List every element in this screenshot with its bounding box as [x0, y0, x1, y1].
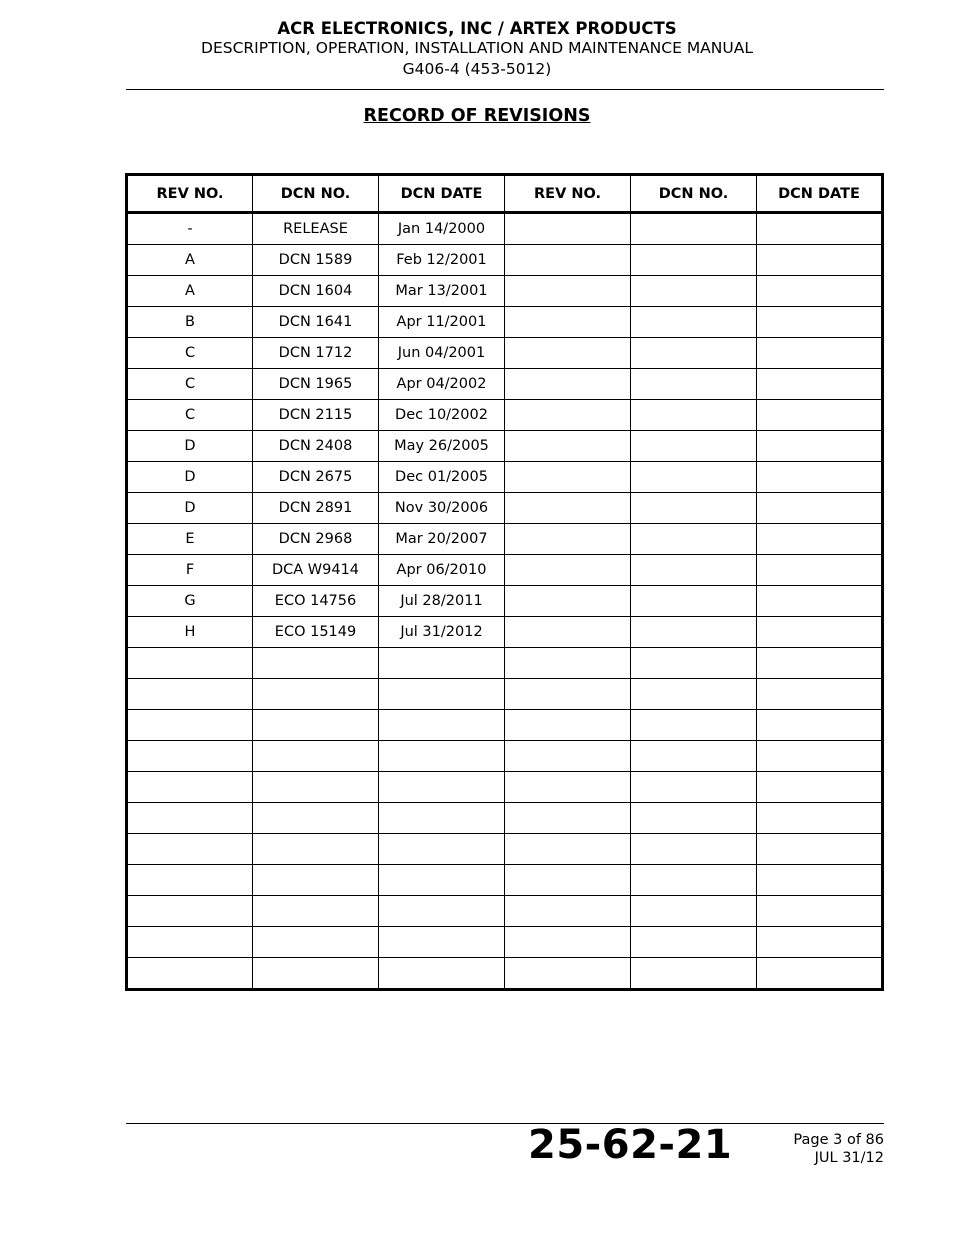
table-cell	[127, 834, 253, 865]
table-cell: Dec 10/2002	[379, 400, 505, 431]
column-header-dcn-date: DCN DATE	[379, 175, 505, 213]
table-cell	[505, 772, 631, 803]
page-info	[793, 1131, 884, 1167]
table-row	[127, 400, 883, 431]
table-cell	[379, 648, 505, 679]
table-cell	[505, 400, 631, 431]
table-cell	[253, 679, 379, 710]
table-cell	[631, 741, 757, 772]
table-row	[127, 803, 883, 834]
table-cell	[127, 679, 253, 710]
header-model-number: G406-4 (453-5012)	[402, 60, 552, 78]
table-cell	[757, 245, 883, 276]
table-cell	[379, 896, 505, 927]
table-cell: DCN 1604	[253, 276, 379, 307]
table-cell: D	[127, 462, 253, 493]
table-cell	[379, 710, 505, 741]
table-row	[127, 524, 883, 555]
table-cell: ECO 14756	[253, 586, 379, 617]
table-cell	[631, 927, 757, 958]
table-cell	[757, 493, 883, 524]
table-cell	[631, 679, 757, 710]
table-cell	[127, 865, 253, 896]
table-row	[127, 772, 883, 803]
table-cell: DCN 2115	[253, 400, 379, 431]
table-cell	[757, 772, 883, 803]
table-cell	[505, 865, 631, 896]
page-number: Page 3 of 86	[793, 1132, 884, 1148]
table-cell	[505, 803, 631, 834]
table-cell	[505, 927, 631, 958]
table-cell: E	[127, 524, 253, 555]
table-cell: D	[127, 431, 253, 462]
table-row	[127, 307, 883, 338]
table-cell	[505, 679, 631, 710]
table-cell	[757, 462, 883, 493]
table-cell: DCA W9414	[253, 555, 379, 586]
table-cell	[631, 276, 757, 307]
table-cell	[757, 834, 883, 865]
table-row	[127, 679, 883, 710]
table-cell	[757, 338, 883, 369]
table-cell	[757, 617, 883, 648]
revisions-table	[125, 173, 884, 991]
table-cell	[505, 338, 631, 369]
table-cell	[757, 369, 883, 400]
table-cell: Mar 20/2007	[379, 524, 505, 555]
table-cell	[757, 307, 883, 338]
revision-date: JUL 31/12	[814, 1150, 884, 1166]
table-cell: -	[127, 213, 253, 245]
document-number: 25-62-21	[528, 1122, 733, 1168]
header-divider	[126, 89, 884, 90]
table-cell: Dec 01/2005	[379, 462, 505, 493]
table-cell	[631, 617, 757, 648]
table-cell	[505, 245, 631, 276]
table-cell: RELEASE	[253, 213, 379, 245]
table-cell	[631, 369, 757, 400]
table-cell	[757, 958, 883, 990]
table-cell: Jan 14/2000	[379, 213, 505, 245]
table-cell	[631, 524, 757, 555]
table-row	[127, 213, 883, 245]
table-cell: May 26/2005	[379, 431, 505, 462]
table-cell	[253, 803, 379, 834]
table-row	[127, 617, 883, 648]
table-cell	[505, 493, 631, 524]
table-cell: Jul 28/2011	[379, 586, 505, 617]
table-cell	[757, 431, 883, 462]
table-cell	[631, 772, 757, 803]
table-cell	[379, 958, 505, 990]
table-cell	[757, 741, 883, 772]
table-cell	[505, 307, 631, 338]
column-header-rev-no: REV NO.	[127, 175, 253, 213]
table-cell: Apr 06/2010	[379, 555, 505, 586]
table-cell: A	[127, 245, 253, 276]
table-cell	[505, 276, 631, 307]
table-cell	[757, 648, 883, 679]
table-cell	[379, 679, 505, 710]
table-cell	[127, 958, 253, 990]
table-cell	[631, 307, 757, 338]
table-cell	[631, 462, 757, 493]
table-cell: A	[127, 276, 253, 307]
table-row	[127, 710, 883, 741]
table-cell	[379, 741, 505, 772]
table-cell	[379, 803, 505, 834]
table-row	[127, 586, 883, 617]
table-cell	[379, 927, 505, 958]
column-header-dcn-no: DCN NO.	[253, 175, 379, 213]
table-cell	[253, 772, 379, 803]
table-row	[127, 245, 883, 276]
table-cell	[505, 958, 631, 990]
table-cell	[631, 555, 757, 586]
table-cell	[505, 369, 631, 400]
table-cell	[631, 586, 757, 617]
table-cell: DCN 1712	[253, 338, 379, 369]
table-row	[127, 648, 883, 679]
footer-divider	[126, 1123, 884, 1124]
table-cell: DCN 2675	[253, 462, 379, 493]
table-cell: B	[127, 307, 253, 338]
table-cell	[757, 524, 883, 555]
table-cell	[757, 400, 883, 431]
table-cell: ECO 15149	[253, 617, 379, 648]
table-row	[127, 555, 883, 586]
table-cell: DCN 2408	[253, 431, 379, 462]
table-cell	[757, 276, 883, 307]
table-cell	[631, 493, 757, 524]
table-cell: Feb 12/2001	[379, 245, 505, 276]
table-cell	[505, 710, 631, 741]
table-cell	[631, 245, 757, 276]
table-cell	[505, 431, 631, 462]
table-row	[127, 462, 883, 493]
column-header-rev-no-2: REV NO.	[505, 175, 631, 213]
table-row	[127, 431, 883, 462]
table-cell	[127, 927, 253, 958]
table-cell: Nov 30/2006	[379, 493, 505, 524]
table-cell	[631, 710, 757, 741]
table-cell	[505, 462, 631, 493]
table-row	[127, 741, 883, 772]
table-cell	[127, 803, 253, 834]
table-cell	[379, 772, 505, 803]
table-cell	[379, 865, 505, 896]
column-header-dcn-date-2: DCN DATE	[757, 175, 883, 213]
table-cell	[631, 896, 757, 927]
table-cell	[631, 958, 757, 990]
table-cell: H	[127, 617, 253, 648]
table-cell: DCN 2891	[253, 493, 379, 524]
table-cell	[757, 803, 883, 834]
table-cell: Mar 13/2001	[379, 276, 505, 307]
table-cell	[127, 648, 253, 679]
table-cell	[757, 896, 883, 927]
table-cell	[505, 648, 631, 679]
table-row	[127, 927, 883, 958]
table-body	[127, 213, 883, 990]
table-cell	[757, 865, 883, 896]
table-cell	[253, 896, 379, 927]
column-header-dcn-no-2: DCN NO.	[631, 175, 757, 213]
table-row	[127, 338, 883, 369]
table-cell	[505, 586, 631, 617]
table-cell: C	[127, 400, 253, 431]
table-cell: DCN 2968	[253, 524, 379, 555]
table-cell	[631, 338, 757, 369]
table-cell: Apr 04/2002	[379, 369, 505, 400]
header-manual-title: DESCRIPTION, OPERATION, INSTALLATION AND MAINTENANCE MANUAL	[201, 39, 753, 57]
table-cell	[253, 865, 379, 896]
table-cell	[379, 834, 505, 865]
table-row	[127, 896, 883, 927]
table-cell: C	[127, 338, 253, 369]
table-cell	[127, 772, 253, 803]
table-cell	[631, 648, 757, 679]
table-cell	[253, 648, 379, 679]
header-company: ACR ELECTRONICS, INC / ARTEX PRODUCTS	[277, 19, 677, 38]
table-header-row	[127, 175, 883, 213]
table-cell	[757, 710, 883, 741]
table-cell	[127, 710, 253, 741]
table-cell	[505, 555, 631, 586]
table-cell	[757, 555, 883, 586]
table-cell	[757, 586, 883, 617]
table-row	[127, 493, 883, 524]
table-cell	[253, 958, 379, 990]
table-row	[127, 276, 883, 307]
table-row	[127, 958, 883, 990]
table-cell	[631, 400, 757, 431]
table-cell	[631, 834, 757, 865]
table-cell	[127, 896, 253, 927]
table-cell: Apr 11/2001	[379, 307, 505, 338]
table-row	[127, 369, 883, 400]
table-cell	[631, 213, 757, 245]
table-cell	[631, 865, 757, 896]
table-cell	[253, 741, 379, 772]
table-cell	[757, 213, 883, 245]
table-cell: DCN 1965	[253, 369, 379, 400]
table-row	[127, 865, 883, 896]
table-cell	[253, 834, 379, 865]
table-cell: DCN 1589	[253, 245, 379, 276]
table-cell	[757, 679, 883, 710]
table-cell	[505, 524, 631, 555]
table-cell	[253, 927, 379, 958]
table-cell: DCN 1641	[253, 307, 379, 338]
table-cell: D	[127, 493, 253, 524]
table-cell: F	[127, 555, 253, 586]
table-cell	[505, 741, 631, 772]
table-cell	[631, 431, 757, 462]
page-title: RECORD OF REVISIONS	[363, 106, 591, 126]
table-cell	[253, 710, 379, 741]
table-cell	[505, 834, 631, 865]
table-cell	[505, 617, 631, 648]
table-cell	[127, 741, 253, 772]
table-cell: Jul 31/2012	[379, 617, 505, 648]
table-cell	[505, 896, 631, 927]
table-cell	[505, 213, 631, 245]
table-cell: G	[127, 586, 253, 617]
table-cell: Jun 04/2001	[379, 338, 505, 369]
table-cell	[631, 803, 757, 834]
table-cell: C	[127, 369, 253, 400]
table-cell	[757, 927, 883, 958]
table-row	[127, 834, 883, 865]
